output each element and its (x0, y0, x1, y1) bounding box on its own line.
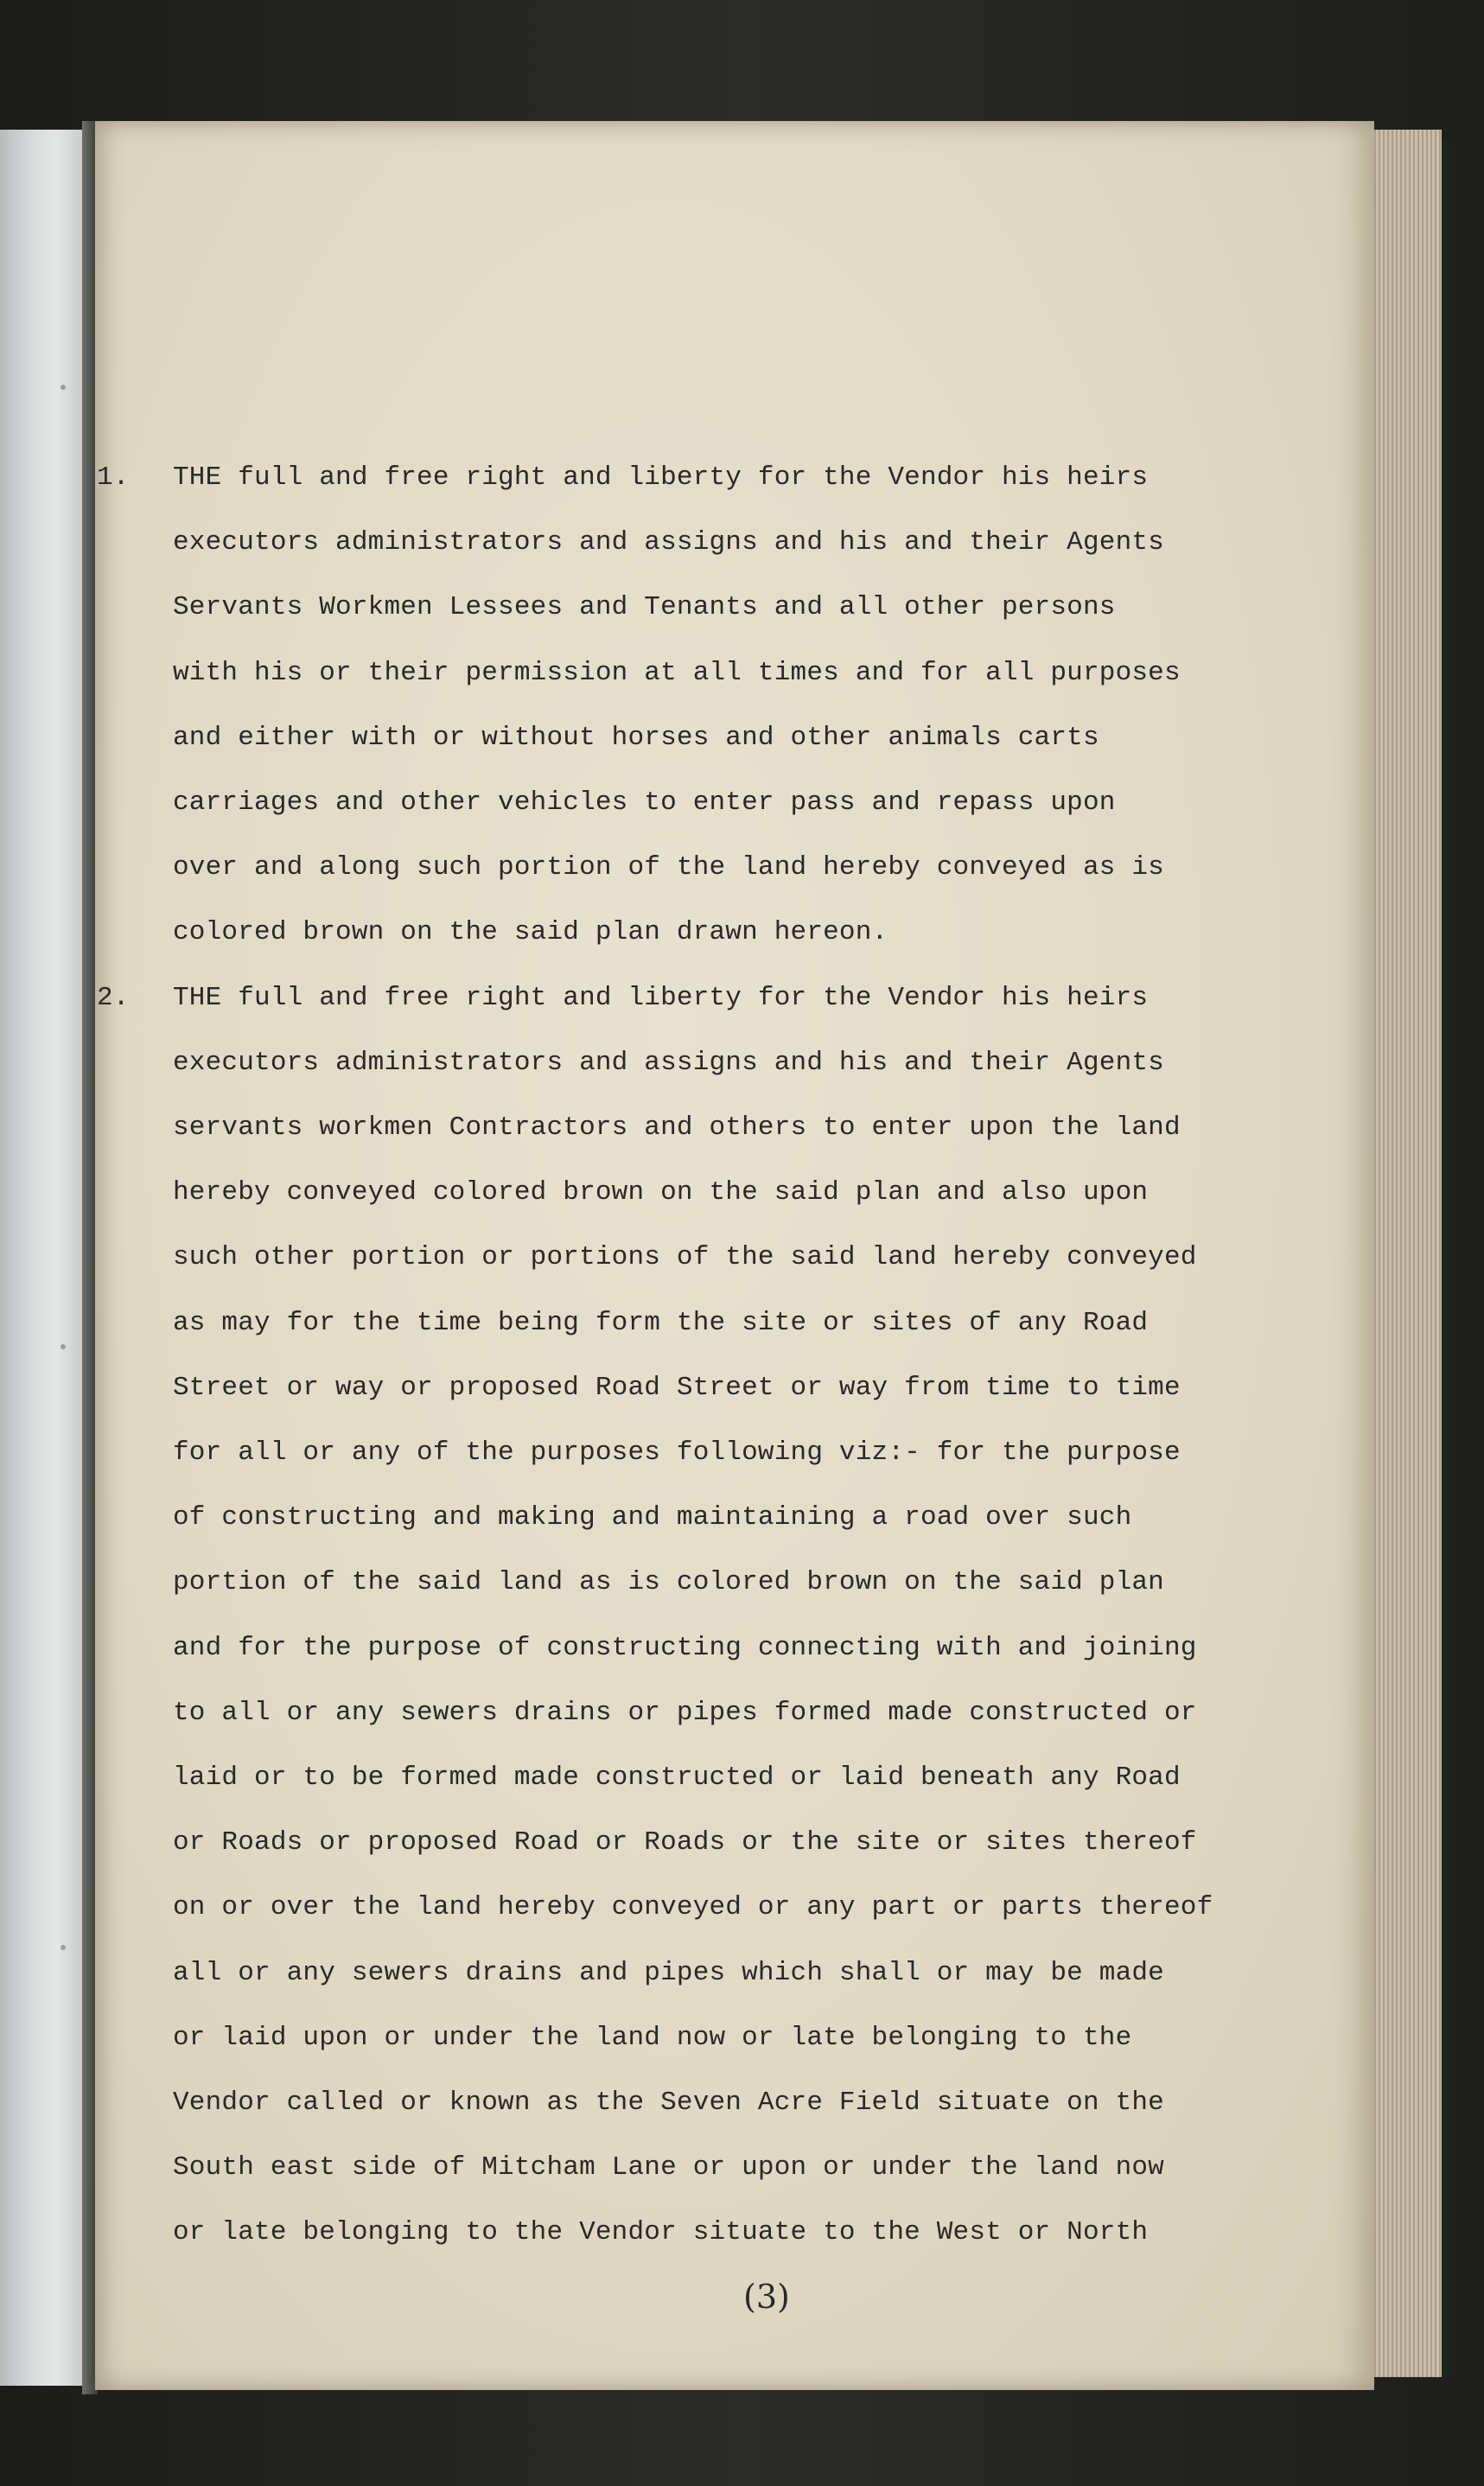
text-line: laid or to be formed made constructed or laid beneath any Road (173, 1763, 1181, 1794)
text-line: all or any sewers drains and pipes which shall or may be made (173, 1957, 1164, 1988)
text-line: executors administrators and assigns and his and their Agents (173, 1047, 1164, 1078)
text-line: as may for the time being form the site or sites of any Road (173, 1307, 1149, 1338)
clause-number: 2. (97, 982, 130, 1013)
deed-text (97, 445, 1383, 2266)
text-line: hereby conveyed colored brown on the said plan and also upon (173, 1177, 1149, 1208)
text-line: Vendor called or known as the Seven Acre Field situate on the (173, 2088, 1164, 2119)
binding-hole (61, 385, 66, 390)
clause-2 (97, 966, 1383, 2266)
text-line: of constructing and making and maintaining a road over such (173, 1502, 1132, 1533)
text-line: THE full and free right and liberty for the Vendor his heirs (173, 982, 1149, 1013)
text-line: or laid upon or under the land now or late belonging to the (173, 2022, 1132, 2053)
text-line: or Roads or proposed Road or Roads or the site or sites thereof (173, 1827, 1197, 1858)
text-line: to all or any sewers drains or pipes formed made constructed or (173, 1697, 1197, 1728)
text-line: South east side of Mitcham Lane or upon or under the land now (173, 2152, 1164, 2183)
clause-number: 1. (97, 462, 130, 493)
text-line: and for the purpose of constructing connecting with and joining (173, 1632, 1197, 1663)
text-line: Servants Workmen Lessees and Tenants and all other persons (173, 592, 1116, 623)
text-line: servants workmen Contractors and others to enter upon the land (173, 1112, 1181, 1144)
text-line: portion of the said land as is colored brown on the said plan (173, 1567, 1164, 1598)
text-line: or late belonging to the Vendor situate to the West or North (173, 2217, 1149, 2248)
text-line: such other portion or portions of the said land hereby conveyed (173, 1242, 1197, 1273)
clause-1 (97, 445, 1383, 966)
text-line: over and along such portion of the land hereby conveyed as is (173, 852, 1164, 883)
binding-hole (61, 1344, 66, 1349)
text-line: colored brown on the said plan drawn hereon. (173, 917, 888, 948)
text-line: and either with or without horses and other animals carts (173, 722, 1099, 753)
binding-hole (61, 1945, 66, 1950)
text-line: for all or any of the purposes following viz:- for the purpose (173, 1437, 1181, 1469)
text-line: THE full and free right and liberty for the Vendor his heirs (173, 462, 1149, 493)
page-number: (3) (743, 2278, 790, 2316)
text-line: on or over the land hereby conveyed or any part or parts thereof (173, 1892, 1213, 1923)
text-line: with his or their permission at all times and for all purposes (173, 657, 1181, 688)
text-line: Street or way or proposed Road Street or way from time to time (173, 1372, 1181, 1403)
text-line: executors administrators and assigns and his and their Agents (173, 527, 1164, 558)
text-line: carriages and other vehicles to enter pass and repass upon (173, 787, 1116, 819)
facing-page-edge (0, 130, 84, 2386)
